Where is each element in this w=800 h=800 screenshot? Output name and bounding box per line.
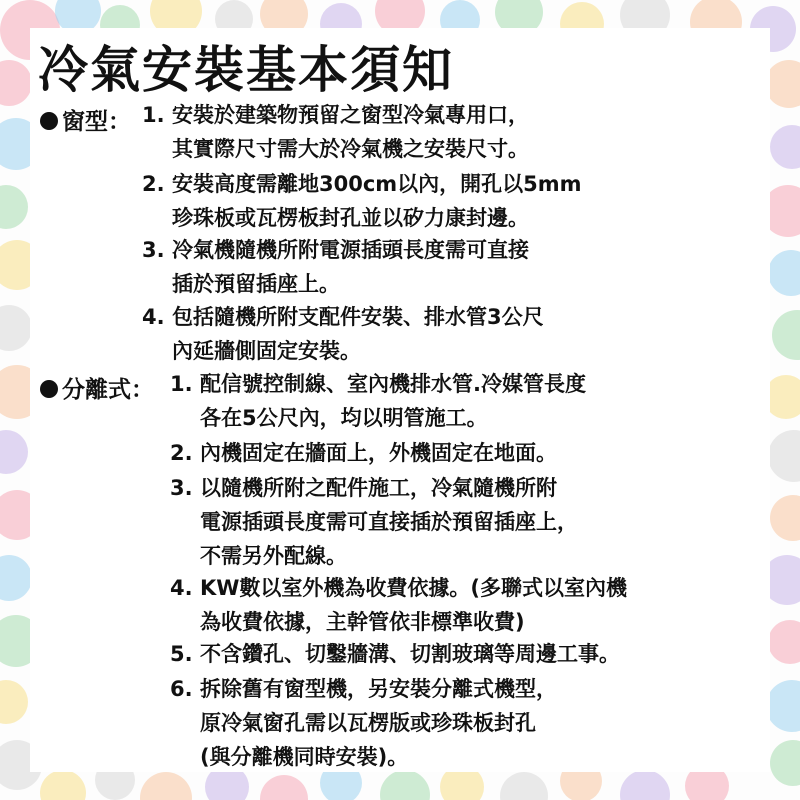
- decorative-bubble: [768, 430, 800, 482]
- item-text: 冷氣機隨機所附電源插頭長度需可直接: [172, 238, 529, 262]
- item-text: 安裝高度需離地300cm以內，開孔以5mm: [172, 172, 582, 196]
- list-item-split-2: [170, 436, 557, 470]
- item-number: 3.: [142, 238, 165, 262]
- item-text: 不需另外配線。: [200, 544, 347, 568]
- item-text: 包括隨機所附支配件安裝、排水管3公尺: [172, 305, 544, 329]
- item-text: 以隨機所附之配件施工，冷氣隨機所附: [200, 476, 557, 500]
- decorative-bubble: [0, 185, 28, 229]
- page-title: 冷氣安裝基本須知: [38, 41, 454, 99]
- item-text: 電源插頭長度需可直接插於預留插座上，: [200, 510, 578, 534]
- item-number: 6.: [170, 677, 193, 701]
- list-item-split-6: [170, 672, 557, 774]
- item-text: 安裝於建築物預留之窗型冷氣專用口，: [172, 103, 529, 127]
- decorative-bubble: [380, 770, 430, 800]
- item-number: 5.: [170, 642, 193, 666]
- decorative-bubble: [500, 772, 548, 800]
- item-text: 為收費依據，主幹管依非標準收費): [200, 610, 525, 634]
- list-item-window-4: [142, 300, 544, 368]
- decorative-bubble: [770, 495, 800, 541]
- bullet-icon: [40, 380, 58, 398]
- bullet-icon: [40, 112, 58, 130]
- item-text: 配信號控制線、室內機排水管.冷媒管長度: [200, 372, 586, 396]
- item-text: 內機固定在牆面上，外機固定在地面。: [200, 441, 557, 465]
- item-text: 插於預留插座上。: [172, 272, 340, 296]
- item-text: 原冷氣窗孔需以瓦楞版或珍珠板封孔: [200, 711, 536, 735]
- item-text: 其實際尺寸需大於冷氣機之安裝尺寸。: [172, 137, 529, 161]
- decorative-bubble: [766, 680, 800, 732]
- list-item-window-3: [142, 233, 529, 301]
- decorative-bubble: [0, 60, 32, 106]
- decorative-bubble: [768, 250, 800, 296]
- item-number: 4.: [142, 305, 165, 329]
- decorative-bubble: [770, 740, 800, 786]
- item-number: 1.: [142, 103, 165, 127]
- decorative-bubble: [0, 555, 32, 601]
- decorative-bubble: [40, 770, 86, 800]
- list-item-window-1: [142, 98, 529, 166]
- decorative-bubble: [772, 310, 800, 360]
- list-item-window-2: [142, 167, 582, 235]
- item-text: 拆除舊有窗型機，另安裝分離式機型，: [200, 677, 557, 701]
- decorative-bubble: [620, 770, 670, 800]
- item-number: 3.: [170, 476, 193, 500]
- decorative-bubble: [768, 620, 800, 664]
- item-text: 不含鑽孔、切鑿牆溝、切割玻璃等周邊工事。: [200, 642, 620, 666]
- section-heading-label: 分離式：: [62, 377, 154, 403]
- item-text: 各在5公尺內，均以明管施工。: [200, 406, 488, 430]
- section-heading-label: 窗型：: [62, 109, 131, 135]
- item-text: 珍珠板或瓦楞板封孔並以矽力康封邊。: [172, 206, 529, 230]
- list-item-split-1: [170, 367, 586, 435]
- section-heading-split-type: [40, 371, 154, 404]
- list-item-split-3: [170, 471, 578, 573]
- decorative-bubble: [770, 125, 800, 169]
- item-text: KW數以室外機為收費依據。(多聯式以室內機: [200, 576, 628, 600]
- decorative-bubble: [260, 775, 308, 800]
- item-text: 內延牆側固定安裝。: [172, 339, 361, 363]
- item-number: 4.: [170, 576, 193, 600]
- decorative-bubble: [0, 680, 28, 724]
- decorative-bubble: [0, 305, 32, 351]
- decorative-bubble: [0, 430, 28, 474]
- item-number: 2.: [142, 172, 165, 196]
- item-text: (與分離機同時安裝)。: [200, 745, 409, 769]
- decorative-bubble: [765, 60, 800, 108]
- section-heading-window-type: [40, 103, 131, 136]
- item-number: 2.: [170, 441, 193, 465]
- list-item-split-4: [170, 571, 627, 639]
- list-item-split-5: [170, 637, 620, 671]
- item-number: 1.: [170, 372, 193, 396]
- decorative-bubble: [140, 772, 192, 800]
